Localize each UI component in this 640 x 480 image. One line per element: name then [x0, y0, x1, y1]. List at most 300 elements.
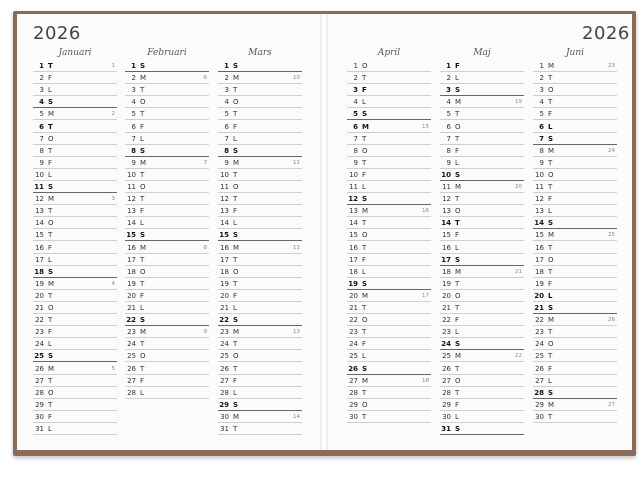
- week-number: 12: [293, 244, 300, 251]
- weekday-letter: L: [48, 425, 52, 433]
- day-row[interactable]: [125, 388, 209, 399]
- day-row[interactable]: [125, 85, 209, 96]
- day-row[interactable]: [440, 376, 524, 387]
- week-number: 6: [203, 75, 207, 82]
- day-row[interactable]: [33, 134, 117, 145]
- day-row[interactable]: [440, 400, 524, 411]
- week-number: 24: [608, 147, 615, 154]
- day-row[interactable]: [533, 376, 617, 387]
- day-row[interactable]: [347, 194, 431, 205]
- day-row[interactable]: [533, 61, 617, 72]
- weekday-letter: F: [140, 207, 145, 216]
- weekday-letter: T: [455, 304, 460, 312]
- day-row[interactable]: [533, 291, 617, 302]
- day-number: 17: [349, 255, 358, 264]
- day-number: 29: [442, 400, 451, 409]
- weekday-letter: T: [548, 328, 553, 337]
- day-row[interactable]: [125, 339, 209, 350]
- day-row[interactable]: [347, 267, 431, 278]
- day-row[interactable]: [33, 206, 117, 217]
- weekday-letter: L: [233, 219, 237, 228]
- day-row[interactable]: [440, 170, 524, 181]
- weekday-letter: S: [362, 195, 368, 204]
- day-number: 23: [35, 328, 44, 337]
- day-row[interactable]: [533, 303, 617, 314]
- weekday-letter: O: [233, 352, 239, 361]
- day-row[interactable]: [33, 73, 117, 84]
- day-row[interactable]: [218, 327, 302, 338]
- day-row[interactable]: [125, 61, 209, 72]
- day-number: 3: [539, 86, 544, 95]
- weekday-letter: F: [140, 376, 145, 385]
- day-row[interactable]: [218, 400, 302, 411]
- day-row[interactable]: [347, 61, 431, 72]
- day-row[interactable]: [125, 230, 209, 241]
- weekday-letter: T: [548, 98, 553, 107]
- day-row[interactable]: [218, 412, 302, 423]
- day-number: 24: [127, 340, 136, 349]
- day-row[interactable]: [125, 182, 209, 193]
- day-row[interactable]: [33, 315, 117, 326]
- day-row[interactable]: [347, 218, 431, 229]
- day-row[interactable]: [533, 327, 617, 338]
- day-row[interactable]: [218, 61, 302, 72]
- day-row[interactable]: [218, 388, 302, 399]
- day-number: 12: [35, 195, 44, 204]
- day-row[interactable]: [33, 303, 117, 314]
- day-row[interactable]: [347, 122, 431, 133]
- day-row[interactable]: [33, 279, 117, 290]
- weekday-letter: S: [455, 425, 461, 433]
- day-number: 28: [127, 388, 136, 397]
- day-number: 7: [539, 134, 544, 143]
- day-row[interactable]: [533, 170, 617, 181]
- day-row[interactable]: [347, 351, 431, 362]
- day-number: 18: [34, 267, 44, 276]
- day-row[interactable]: [533, 158, 617, 169]
- day-row[interactable]: [218, 351, 302, 362]
- day-row[interactable]: [440, 146, 524, 157]
- week-number: 10: [293, 75, 300, 82]
- day-row[interactable]: [218, 158, 302, 169]
- day-row[interactable]: [218, 146, 302, 157]
- day-row[interactable]: [218, 315, 302, 326]
- day-number: 17: [127, 255, 136, 264]
- day-row[interactable]: [33, 351, 117, 362]
- day-row[interactable]: [218, 109, 302, 120]
- month-title: April: [377, 48, 401, 58]
- day-row[interactable]: [533, 388, 617, 399]
- day-row[interactable]: [218, 279, 302, 290]
- day-row[interactable]: [347, 170, 431, 181]
- day-number: 26: [127, 364, 136, 373]
- weekday-letter: T: [140, 170, 145, 179]
- day-row[interactable]: [218, 230, 302, 241]
- day-row[interactable]: [218, 122, 302, 133]
- weekday-letter: T: [362, 158, 367, 167]
- day-number: 21: [127, 304, 136, 312]
- day-row[interactable]: [125, 279, 209, 290]
- day-number: 25: [349, 352, 358, 361]
- day-row[interactable]: [440, 291, 524, 302]
- day-row[interactable]: [533, 194, 617, 205]
- day-row[interactable]: [533, 243, 617, 254]
- month-title: Juni: [565, 48, 585, 58]
- day-number: 31: [35, 425, 44, 433]
- day-row[interactable]: [218, 218, 302, 229]
- day-row[interactable]: [125, 218, 209, 229]
- day-number: 1: [131, 62, 136, 70]
- day-row[interactable]: [440, 85, 524, 96]
- day-number: 10: [35, 170, 44, 179]
- weekday-letter: T: [455, 364, 460, 373]
- weekday-letter: T: [233, 279, 238, 288]
- day-row[interactable]: [33, 122, 117, 133]
- day-row[interactable]: [347, 146, 431, 157]
- day-row[interactable]: [347, 291, 431, 302]
- day-row[interactable]: [33, 339, 117, 350]
- day-row[interactable]: [533, 364, 617, 375]
- day-number: 30: [349, 412, 358, 421]
- weekday-letter: S: [455, 340, 461, 349]
- day-row[interactable]: [533, 230, 617, 241]
- day-row[interactable]: [33, 218, 117, 229]
- day-row[interactable]: [33, 243, 117, 254]
- day-row[interactable]: [125, 194, 209, 205]
- day-row[interactable]: [33, 146, 117, 157]
- day-number: 24: [220, 340, 229, 349]
- week-number: 1: [111, 63, 115, 69]
- day-row[interactable]: [440, 267, 524, 278]
- day-row[interactable]: [347, 85, 431, 96]
- weekday-letter: T: [48, 146, 53, 155]
- day-row[interactable]: [33, 170, 117, 181]
- day-row[interactable]: [440, 122, 524, 133]
- day-number: 15: [35, 231, 44, 240]
- day-row[interactable]: [440, 109, 524, 120]
- day-number: 16: [535, 243, 544, 252]
- day-row[interactable]: [125, 303, 209, 314]
- day-row[interactable]: [125, 267, 209, 278]
- day-row[interactable]: [533, 182, 617, 193]
- day-number: 12: [220, 195, 229, 204]
- day-row[interactable]: [440, 206, 524, 217]
- weekday-letter: M: [548, 231, 555, 240]
- day-number: 10: [535, 170, 544, 179]
- day-number: 29: [349, 400, 358, 409]
- day-row[interactable]: [125, 351, 209, 362]
- weekday-letter: L: [362, 98, 366, 107]
- day-row[interactable]: [440, 97, 524, 108]
- day-row[interactable]: [125, 109, 209, 120]
- day-row[interactable]: [347, 364, 431, 375]
- day-number: 5: [353, 110, 358, 119]
- day-row[interactable]: [533, 73, 617, 84]
- day-row[interactable]: [33, 412, 117, 423]
- day-number: 22: [126, 316, 136, 325]
- weekday-letter: T: [548, 74, 553, 83]
- day-row[interactable]: [218, 291, 302, 302]
- day-row[interactable]: [440, 424, 524, 435]
- day-row[interactable]: [533, 255, 617, 266]
- day-row[interactable]: [347, 134, 431, 145]
- day-row[interactable]: [218, 255, 302, 266]
- day-row[interactable]: [440, 218, 524, 229]
- weekday-letter: M: [455, 267, 462, 276]
- day-row[interactable]: [218, 376, 302, 387]
- day-row[interactable]: [533, 109, 617, 120]
- day-row[interactable]: [533, 146, 617, 157]
- day-number: 3: [446, 86, 451, 95]
- day-number: 27: [220, 376, 229, 385]
- weekday-letter: F: [233, 207, 238, 216]
- weekday-letter: M: [48, 110, 55, 119]
- day-row[interactable]: [218, 134, 302, 145]
- day-row[interactable]: [33, 85, 117, 96]
- day-row[interactable]: [347, 315, 431, 326]
- week-number: 20: [515, 184, 522, 190]
- day-number: 2: [353, 74, 358, 83]
- day-row[interactable]: [440, 412, 524, 423]
- day-number: 16: [442, 243, 451, 252]
- weekday-letter: T: [140, 340, 145, 349]
- weekday-letter: T: [140, 86, 145, 95]
- day-row[interactable]: [347, 97, 431, 108]
- week-number: 4: [111, 280, 115, 287]
- day-row[interactable]: [533, 279, 617, 290]
- weekday-letter: F: [140, 122, 145, 131]
- weekday-letter: S: [233, 316, 239, 325]
- day-row[interactable]: [347, 109, 431, 120]
- day-row[interactable]: [440, 230, 524, 241]
- weekday-letter: M: [140, 328, 147, 337]
- day-row[interactable]: [218, 339, 302, 350]
- day-row[interactable]: [347, 400, 431, 411]
- day-row[interactable]: [440, 327, 524, 338]
- day-number: 21: [35, 304, 44, 312]
- day-row[interactable]: [218, 97, 302, 108]
- weekday-letter: O: [140, 267, 146, 276]
- day-row[interactable]: [33, 267, 117, 278]
- day-row[interactable]: [218, 194, 302, 205]
- weekday-letter: L: [48, 255, 52, 264]
- day-row[interactable]: [347, 303, 431, 314]
- day-row[interactable]: [440, 364, 524, 375]
- day-row[interactable]: [347, 206, 431, 217]
- day-row[interactable]: [347, 230, 431, 241]
- day-row[interactable]: [33, 400, 117, 411]
- day-row[interactable]: [218, 364, 302, 375]
- weekday-letter: F: [548, 195, 553, 204]
- weekday-letter: O: [362, 231, 368, 240]
- day-row[interactable]: [533, 134, 617, 145]
- day-row[interactable]: [440, 351, 524, 362]
- day-number: 9: [539, 158, 544, 167]
- day-number: 25: [34, 352, 44, 361]
- day-row[interactable]: [533, 122, 617, 133]
- weekday-letter: M: [140, 158, 147, 167]
- weekday-letter: T: [455, 219, 460, 228]
- day-row[interactable]: [347, 158, 431, 169]
- day-row[interactable]: [33, 291, 117, 302]
- day-row[interactable]: [533, 97, 617, 108]
- day-row[interactable]: [347, 182, 431, 193]
- day-number: 14: [35, 219, 44, 228]
- day-row[interactable]: [33, 158, 117, 169]
- day-number: 4: [39, 98, 44, 107]
- day-row[interactable]: [533, 412, 617, 423]
- weekday-letter: T: [233, 170, 238, 179]
- day-number: 16: [220, 243, 229, 252]
- day-row[interactable]: [125, 206, 209, 217]
- day-row[interactable]: [125, 73, 209, 84]
- weekday-letter: O: [455, 207, 461, 216]
- day-row[interactable]: [33, 388, 117, 399]
- day-row[interactable]: [440, 279, 524, 290]
- weekday-letter: O: [455, 122, 461, 131]
- day-row[interactable]: [125, 158, 209, 169]
- day-row[interactable]: [125, 315, 209, 326]
- day-number: 5: [131, 110, 136, 119]
- day-row[interactable]: [533, 339, 617, 350]
- weekday-letter: M: [48, 279, 55, 288]
- day-number: 25: [535, 352, 544, 361]
- weekday-letter: L: [48, 340, 52, 349]
- day-row[interactable]: [440, 158, 524, 169]
- day-row[interactable]: [440, 388, 524, 399]
- day-number: 18: [442, 267, 451, 276]
- day-row[interactable]: [33, 61, 117, 72]
- weekday-letter: O: [233, 98, 239, 107]
- day-row[interactable]: [218, 206, 302, 217]
- day-row[interactable]: [440, 303, 524, 314]
- day-row[interactable]: [347, 327, 431, 338]
- day-row[interactable]: [218, 182, 302, 193]
- day-number: 19: [127, 279, 136, 288]
- day-number: 15: [219, 231, 229, 240]
- weekday-letter: T: [548, 158, 553, 167]
- day-row[interactable]: [533, 315, 617, 326]
- day-row[interactable]: [33, 255, 117, 266]
- day-row[interactable]: [218, 170, 302, 181]
- day-row[interactable]: [218, 73, 302, 84]
- day-row[interactable]: [347, 339, 431, 350]
- day-row[interactable]: [440, 134, 524, 145]
- day-row[interactable]: [33, 376, 117, 387]
- day-number: 13: [442, 207, 451, 216]
- day-row[interactable]: [125, 243, 209, 254]
- weekday-letter: M: [233, 243, 240, 252]
- weekday-letter: F: [455, 316, 460, 325]
- day-row[interactable]: [218, 85, 302, 96]
- day-row[interactable]: [533, 218, 617, 229]
- weekday-letter: T: [548, 352, 553, 361]
- day-number: 31: [441, 425, 451, 433]
- day-row[interactable]: [218, 424, 302, 435]
- day-row[interactable]: [33, 327, 117, 338]
- day-row[interactable]: [125, 291, 209, 302]
- day-row[interactable]: [33, 97, 117, 108]
- day-row[interactable]: [347, 376, 431, 387]
- day-row[interactable]: [533, 206, 617, 217]
- day-row[interactable]: [347, 279, 431, 290]
- day-row[interactable]: [347, 243, 431, 254]
- day-row[interactable]: [533, 400, 617, 411]
- day-number: 19: [442, 279, 451, 288]
- day-number: 16: [35, 243, 44, 252]
- weekday-letter: L: [455, 328, 459, 337]
- day-row[interactable]: [440, 182, 524, 193]
- weekday-letter: T: [233, 255, 238, 264]
- day-row[interactable]: [125, 376, 209, 387]
- weekday-letter: O: [455, 376, 461, 385]
- day-row[interactable]: [125, 255, 209, 266]
- day-row[interactable]: [125, 97, 209, 108]
- day-row[interactable]: [347, 412, 431, 423]
- day-row[interactable]: [33, 364, 117, 375]
- weekday-letter: T: [140, 255, 145, 264]
- day-number: 6: [353, 122, 358, 131]
- day-row[interactable]: [125, 364, 209, 375]
- day-row[interactable]: [125, 170, 209, 181]
- day-row[interactable]: [533, 85, 617, 96]
- day-row[interactable]: [347, 255, 431, 266]
- day-row[interactable]: [218, 303, 302, 314]
- day-row[interactable]: [218, 267, 302, 278]
- weekday-letter: M: [362, 122, 369, 131]
- day-row[interactable]: [440, 194, 524, 205]
- weekday-letter: L: [140, 304, 144, 312]
- day-number: 16: [349, 243, 358, 252]
- day-row[interactable]: [440, 243, 524, 254]
- day-row[interactable]: [125, 327, 209, 338]
- day-number: 11: [34, 183, 44, 191]
- day-row[interactable]: [440, 339, 524, 350]
- day-row[interactable]: [33, 109, 117, 120]
- day-number: 21: [534, 304, 544, 312]
- day-row[interactable]: [347, 73, 431, 84]
- day-number: 2: [39, 74, 44, 83]
- day-row[interactable]: [125, 134, 209, 145]
- day-number: 31: [220, 425, 229, 433]
- day-row[interactable]: [33, 194, 117, 205]
- day-row[interactable]: [347, 388, 431, 399]
- weekday-letter: T: [48, 376, 53, 385]
- day-number: 23: [442, 328, 451, 337]
- day-row[interactable]: [33, 424, 117, 435]
- weekday-letter: O: [548, 170, 554, 179]
- day-row[interactable]: [33, 230, 117, 241]
- day-row[interactable]: [125, 122, 209, 133]
- day-number: 11: [535, 183, 544, 191]
- day-number: 6: [539, 122, 544, 131]
- day-number: 21: [220, 304, 229, 312]
- week-number: 19: [515, 99, 522, 106]
- day-row[interactable]: [440, 315, 524, 326]
- day-number: 9: [224, 158, 229, 167]
- day-row[interactable]: [440, 61, 524, 72]
- weekday-letter: S: [48, 352, 54, 361]
- weekday-letter: F: [362, 340, 367, 349]
- weekday-letter: S: [455, 255, 461, 264]
- day-row[interactable]: [440, 73, 524, 84]
- day-row[interactable]: [533, 267, 617, 278]
- day-row[interactable]: [218, 243, 302, 254]
- day-row[interactable]: [440, 255, 524, 266]
- day-row[interactable]: [533, 351, 617, 362]
- day-row[interactable]: [125, 146, 209, 157]
- day-row[interactable]: [33, 182, 117, 193]
